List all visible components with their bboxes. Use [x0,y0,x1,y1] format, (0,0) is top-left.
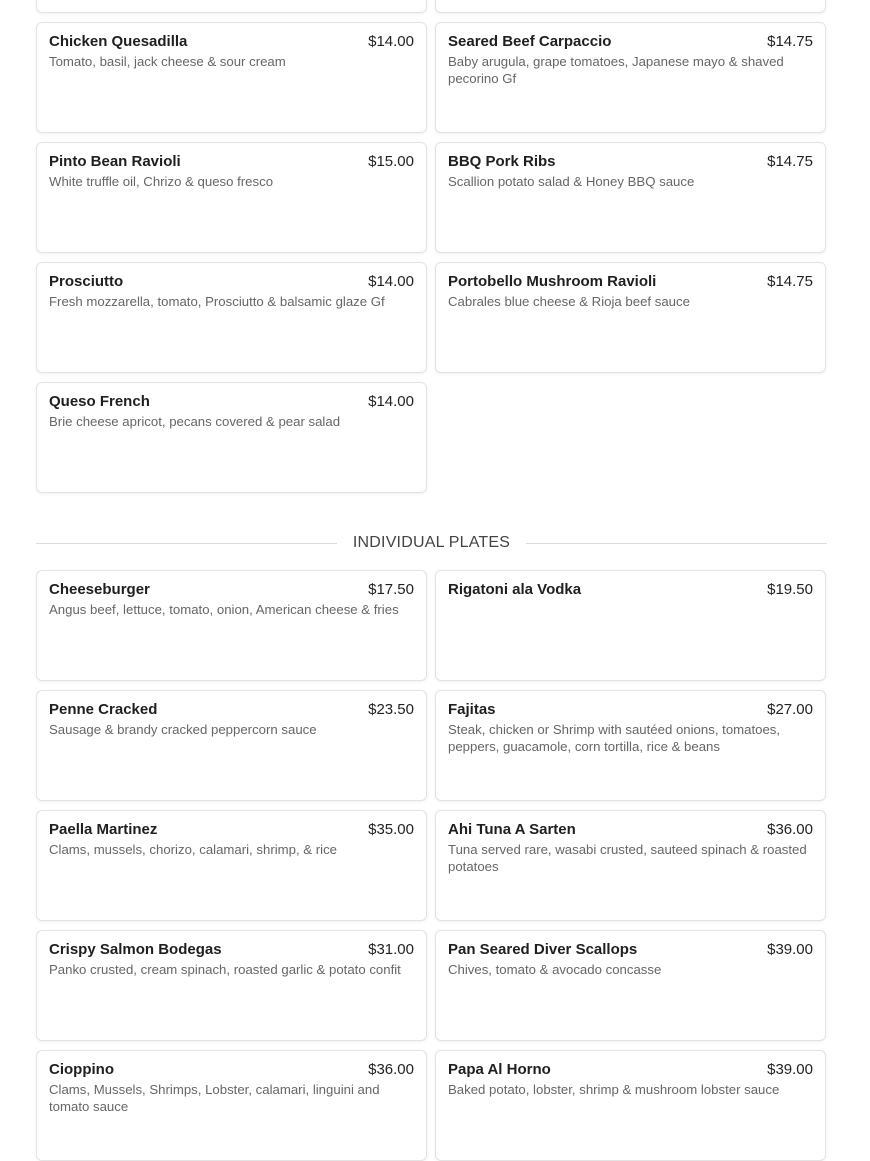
item-description: Baked potato, lobster, shrimp & mushroom lobster sauce [448,1082,780,1097]
item-name: Prosciutto [49,273,124,290]
item-description: Brie cheese apricot, pecans covered & pear salad [49,414,341,429]
menu-item-card[interactable] [435,1050,826,1161]
item-description: Cabrales blue cheese & Rioja beef sauce [448,294,690,309]
item-name: Seared Beef Carpaccio [448,33,612,50]
menu-item-card[interactable] [36,570,427,681]
item-description: Fresh mozzarella, tomato, Prosciutto & balsamic glaze Gf [49,294,385,309]
item-price: $23.50 [368,701,414,718]
menu-item-card-partial[interactable] [435,0,826,13]
item-price: $14.00 [368,33,414,50]
section-header-individual-plates [36,532,827,554]
item-description: Steak, chicken or Shrimp with sautéed onions, tomatoes, peppers, guacamole, corn tortilla, rice & beans [448,722,781,754]
menu-item-card[interactable] [36,690,427,801]
item-price: $31.00 [368,941,414,958]
item-price: $27.00 [767,701,813,718]
menu-item-card[interactable] [36,930,427,1041]
item-price: $15.00 [368,153,414,170]
section-title: INDIVIDUAL PLATES [352,534,511,551]
item-name: Crispy Salmon Bodegas [49,941,222,958]
divider [526,543,827,544]
item-description: White truffle oil, Chrizo & queso fresco [49,174,274,189]
item-name: Penne Cracked [49,701,158,718]
item-price: $36.00 [767,821,813,838]
item-price: $36.00 [368,1061,414,1078]
menu-item-card[interactable] [435,810,826,921]
item-price: $14.00 [368,393,414,410]
item-description: Angus beef, lettuce, tomato, onion, American cheese & fries [49,602,399,617]
item-name: Chicken Quesadilla [49,33,188,50]
menu-item-card[interactable] [36,1050,427,1161]
item-description: Clams, mussels, chorizo, calamari, shrimp, & rice [49,842,337,857]
menu-item-card[interactable] [435,930,826,1041]
menu-item-card[interactable] [435,262,826,373]
item-price: $14.75 [767,153,813,170]
item-price: $35.00 [368,821,414,838]
menu-item-card-partial[interactable] [36,0,427,13]
item-description: Baby arugula, grape tomatoes, Japanese mayo & shaved pecorino Gf [448,54,784,86]
item-name: Cioppino [49,1061,114,1078]
item-name: Papa Al Horno [448,1061,551,1078]
item-price: $14.00 [368,273,414,290]
menu-item-card[interactable] [36,142,427,253]
item-name: Rigatoni ala Vodka [448,581,582,598]
item-name: Portobello Mushroom Ravioli [448,273,657,290]
menu-item-card[interactable] [435,690,826,801]
item-name: BBQ Pork Ribs [448,153,556,170]
item-price: $39.00 [767,1061,813,1078]
item-price: $14.75 [767,273,813,290]
item-description: Sausage & brandy cracked peppercorn sauce [49,722,317,737]
item-name: Paella Martinez [49,821,158,838]
item-description: Tomato, basil, jack cheese & sour cream [49,54,286,69]
item-price: $17.50 [368,581,414,598]
item-description: Panko crusted, cream spinach, roasted garlic & potato confit [49,962,401,977]
item-name: Fajitas [448,701,496,718]
menu-item-card[interactable] [36,382,427,493]
menu-item-card[interactable] [36,262,427,373]
item-price: $39.00 [767,941,813,958]
item-price: $19.50 [767,581,813,598]
menu-item-card[interactable] [36,22,427,133]
item-description: Chives, tomato & avocado concasse [448,962,662,977]
menu-item-card[interactable] [435,22,826,133]
item-price: $14.75 [767,33,813,50]
divider [36,543,337,544]
menu-item-card[interactable] [435,570,826,681]
item-description: Tuna served rare, wasabi crusted, sauteed spinach & roasted potatoes [448,842,807,874]
item-name: Ahi Tuna A Sarten [448,821,576,838]
item-name: Cheeseburger [49,581,150,598]
item-name: Pinto Bean Ravioli [49,153,181,170]
item-description: Scallion potato salad & Honey BBQ sauce [448,174,695,189]
item-name: Pan Seared Diver Scallops [448,941,638,958]
menu-item-card[interactable] [435,142,826,253]
item-description: Clams, Mussels, Shrimps, Lobster, calamari, linguini and tomato sauce [49,1082,380,1114]
menu-item-card[interactable] [36,810,427,921]
item-name: Queso French [49,393,150,410]
